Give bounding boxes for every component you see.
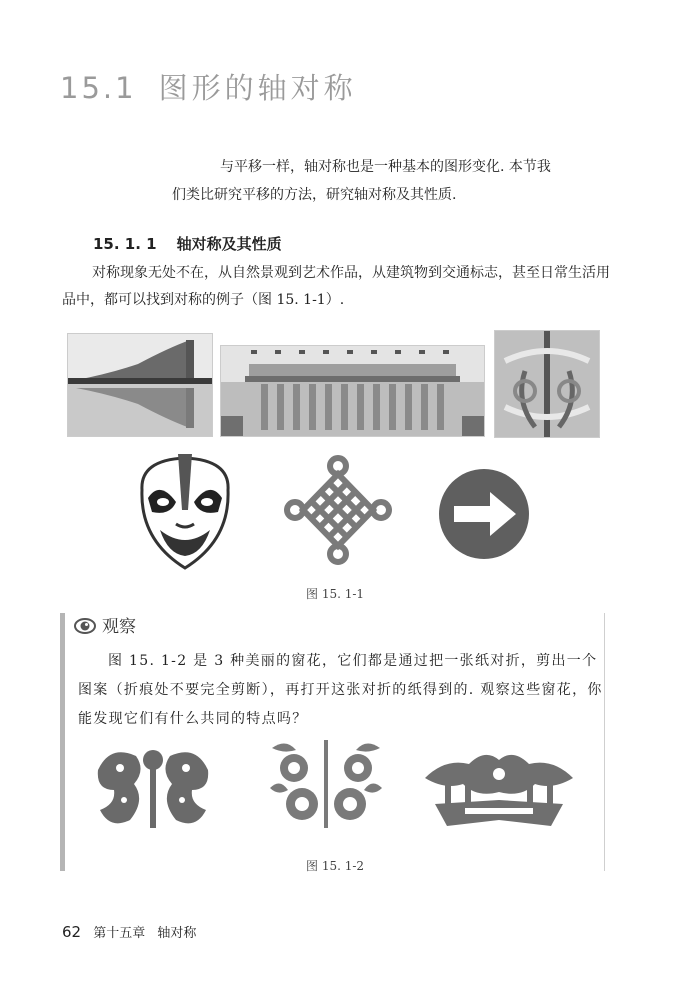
arrow-right-icon [438,468,530,560]
chinese-knot-icon [283,454,393,566]
observe-right-border [604,613,605,871]
observe-paragraph [78,647,604,734]
eye-icon [74,617,96,635]
paper-cut-flowers [266,738,386,832]
photo-ski-jump [67,333,213,437]
footer-chapter: 第十五章 [93,926,146,941]
subsection-heading [93,233,282,254]
intro-line-1: 与平移一样，轴对称也是一种基本的图形变化. 本节我 [220,159,551,175]
subsection-number: 15. 1. 1 [93,235,157,253]
photo-interchange [494,330,600,438]
page-footer [62,922,196,941]
observe-title: 观察 [102,617,136,637]
section-number: 15.1 [60,71,137,105]
footer-chapter-title: 轴对称 [157,926,197,941]
photo-great-hall [220,345,485,437]
intro-line-2: 们类比研究平移的方法，研究轴对称及其性质. [172,187,457,203]
opera-mask-icon [130,450,240,572]
subsection-title: 轴对称及其性质 [176,235,282,253]
intro-paragraph [172,153,612,209]
observe-heading [74,612,136,637]
observe-text: 图 15. 1-2 是 3 种美丽的窗花，它们都是通过把一张纸对折，剪出一个图案（折痕处不要完全剪断），再打开这张对折的纸得到的. 观察这些窗花，你能发现它们有什么共同的特点吗？ [78,653,603,727]
page-number: 62 [62,923,82,941]
figure-caption-2: 图 15. 1-2 [306,859,365,873]
paper-cut-dragons [90,740,216,832]
paper-cut-horses [425,738,573,832]
body-paragraph-text: 对称现象无处不在，从自然景观到艺术作品，从建筑物到交通标志，甚至日常生活用品中，都可以找到对称的例子（图 15. 1-1）. [62,265,610,308]
section-title [60,66,357,107]
figure-caption-1: 图 15. 1-1 [306,587,365,601]
observe-side-bar [60,613,65,871]
section-title-text: 图形的轴对称 [158,71,357,105]
body-paragraph [62,260,612,314]
